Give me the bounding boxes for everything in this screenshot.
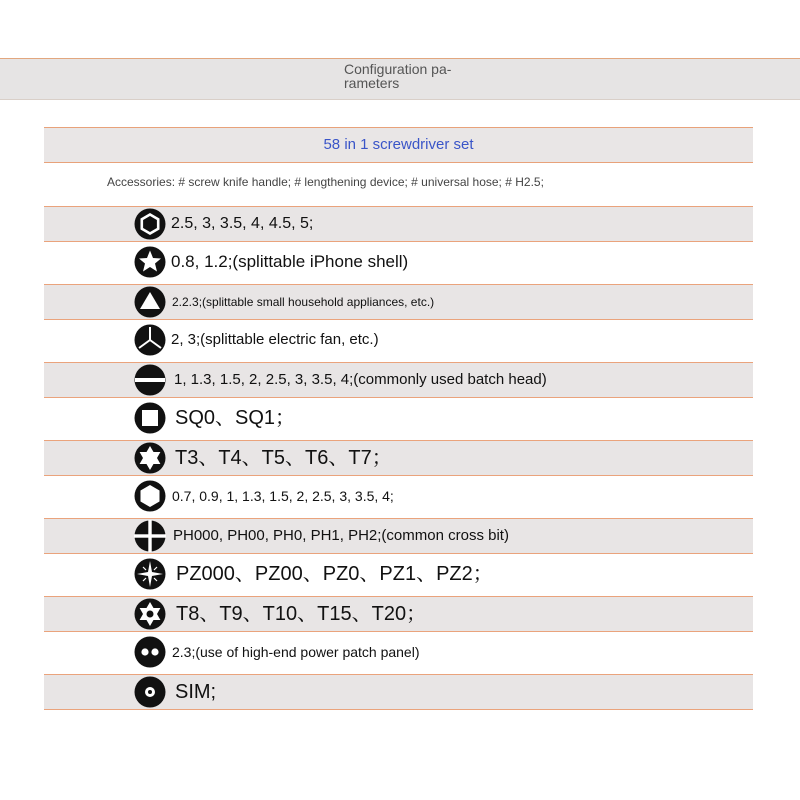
bit-label: SIM; (175, 681, 217, 703)
bit-label: PZ000、PZ00、PZ0、PZ1、PZ2； (176, 563, 493, 585)
spanner-icon (134, 636, 166, 668)
bit-label: T8、T9、T10、T15、T20； (176, 603, 427, 625)
bit-row (44, 518, 753, 554)
bit-row (44, 440, 753, 476)
bit-label: 2.5, 3, 3.5, 4, 4.5, 5; (171, 215, 314, 232)
slotted-icon (134, 364, 166, 396)
bit-row (44, 323, 753, 357)
bit-label: SQ0、SQ1； (175, 407, 296, 429)
triangle-icon (134, 286, 166, 318)
square-icon (134, 402, 166, 434)
bit-row (44, 284, 753, 320)
sim-pin-icon (134, 676, 166, 708)
hex-socket-icon (134, 208, 166, 240)
bit-label: 2.2.3;(splittable small household appliances, etc.) (172, 295, 435, 309)
bit-row (44, 557, 753, 591)
bit-row (44, 596, 753, 632)
bit-row (44, 479, 753, 513)
product-title: 58 in 1 screwdriver set (323, 136, 474, 153)
bit-label: 1, 1.3, 1.5, 2, 2.5, 3, 3.5, 4;(commonly used batch head) (174, 371, 547, 388)
pentalobe-icon (134, 246, 166, 278)
bit-label: PH000, PH00, PH0, PH1, PH2;(common cross bit) (173, 527, 509, 544)
tri-wing-icon (134, 324, 166, 356)
page-title-line-1: Configuration pa- (344, 61, 452, 77)
bit-row (44, 674, 753, 710)
bit-label: T3、T4、T5、T6、T7； (175, 447, 392, 469)
bit-row (44, 401, 753, 435)
bit-row (44, 635, 753, 669)
phillips-icon (134, 520, 166, 552)
bit-row (44, 206, 753, 242)
hex-icon (134, 480, 166, 512)
bit-row (44, 362, 753, 398)
bit-row (44, 245, 753, 279)
accessories-text: Accessories: # screw knife handle; # lengthening device; # universal hose; # H2.5; (107, 175, 544, 189)
bit-label: 2.3;(use of high-end power patch panel) (172, 644, 420, 660)
bit-label: 2, 3;(splittable electric fan, etc.) (171, 331, 379, 348)
pozidriv-icon (134, 558, 166, 590)
torx-icon (134, 442, 166, 474)
bit-label: 0.7, 0.9, 1, 1.3, 1.5, 2, 2.5, 3, 3.5, 4; (172, 488, 394, 504)
page-title-line-2: rameters (344, 75, 400, 91)
bit-label: 0.8, 1.2;(splittable iPhone shell) (171, 252, 409, 271)
security-torx-icon (134, 598, 166, 630)
page-title (344, 62, 474, 90)
